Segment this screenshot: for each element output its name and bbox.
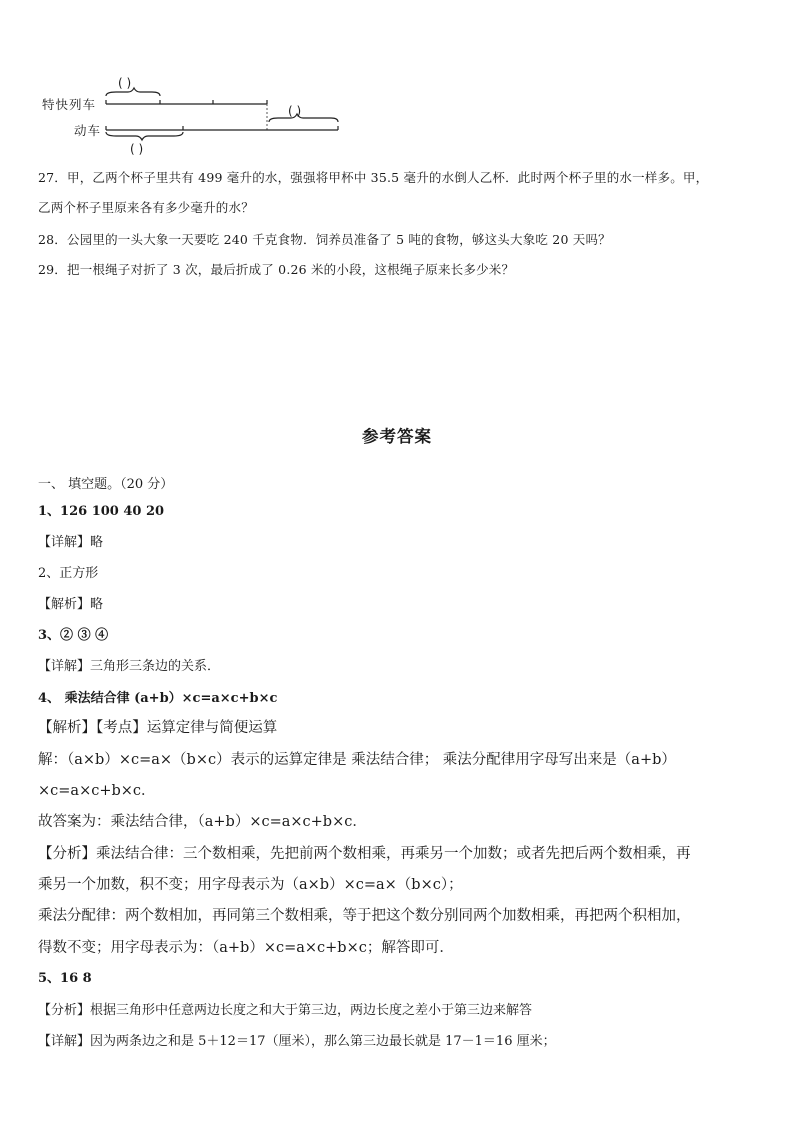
- segment-diagram: [36, 74, 356, 164]
- answer-5-analysis: 【分析】根据三角形中任意两边长度之和大于第三边，两边长度之差小于第三边来解答: [38, 1003, 533, 1018]
- blank-right: ( ): [288, 104, 302, 118]
- answer-4-solution-line2: ×c=a×c+b×c．: [38, 783, 156, 799]
- answer-4-final: 故答案为：乘法结合律，（a+b）×c=a×c+b×c．: [38, 814, 367, 830]
- blank-top: ( ): [118, 76, 132, 90]
- question-29: 29．把一根绳子对折了 3 次，最后折成了 0.26 米的小段，这根绳子原来长多少米？: [38, 262, 515, 277]
- blank-bottom: ( ): [130, 142, 144, 156]
- answer-4-analysis-line3: 乘法分配律：两个数相加，再同第三个数相乘，等于把这个数分别同两个加数相乘，再把两个积相加，: [38, 908, 691, 924]
- answer-4-analysis-line4: 得数不变；用字母表示为：（a+b）×c=a×c+b×c；解答即可．: [38, 940, 454, 956]
- answer-1-detail: 【详解】略: [38, 535, 104, 550]
- answer-1: 1、126 100 40 20: [38, 504, 165, 519]
- brace-bottom: [106, 132, 183, 140]
- answer-4-analysis-tag: 【解析】【考点】运算定律与简便运算: [38, 720, 278, 736]
- answer-5-detail: 【详解】因为两条边之和是 5＋12＝17（厘米），那么第三边最长就是 17－1＝16 厘米；: [38, 1034, 556, 1049]
- brace-top: [106, 88, 160, 96]
- answer-4: 4、 乘法结合律 (a+b）×c=a×c+b×c: [38, 691, 278, 706]
- answer-5: 5、16 8: [38, 971, 92, 986]
- answer-3-detail: 【详解】三角形三条边的关系．: [38, 659, 221, 674]
- answer-2: 2、正方形: [38, 566, 99, 581]
- answer-2-detail: 【解析】略: [38, 597, 104, 612]
- train-diagram: [36, 74, 356, 164]
- row1-label: 特快列车: [42, 97, 97, 112]
- question-28: 28．公园里的一头大象一天要吃 240 千克食物．饲养员准备了 5 吨的食物，够这头大象吃 20 天吗？: [38, 232, 611, 247]
- brace-right: [269, 114, 338, 122]
- section-heading: 一、 填空题。（20 分）: [38, 477, 174, 492]
- answer-4-analysis-line2: 乘另一个加数，积不变；用字母表示为（a×b）×c=a×（b×c）；: [38, 877, 463, 893]
- answer-4-analysis-line1: 【分析】乘法结合律：三个数相乘，先把前两个数相乘，再乘另一个加数；或者先把后两个数相乘，再: [38, 846, 691, 862]
- question-27-line2: 乙两个杯子里原来各有多少毫升的水？: [38, 200, 254, 215]
- answer-title: 参考答案: [362, 427, 432, 446]
- question-27-line1: 27．甲，乙两个杯子里共有 499 毫升的水，强强将甲杯中 35.5 毫升的水倒人乙杯．此时两个杯子里的水一样多。甲，: [38, 170, 709, 185]
- answer-4-solution-line1: 解：（a×b）×c=a×（b×c）表示的运算定律是 乘法结合律； 乘法分配律用字母写出来是（a+b）: [38, 752, 676, 768]
- answer-3: 3、② ③ ④: [38, 628, 109, 643]
- row2-label: 动车: [74, 123, 102, 138]
